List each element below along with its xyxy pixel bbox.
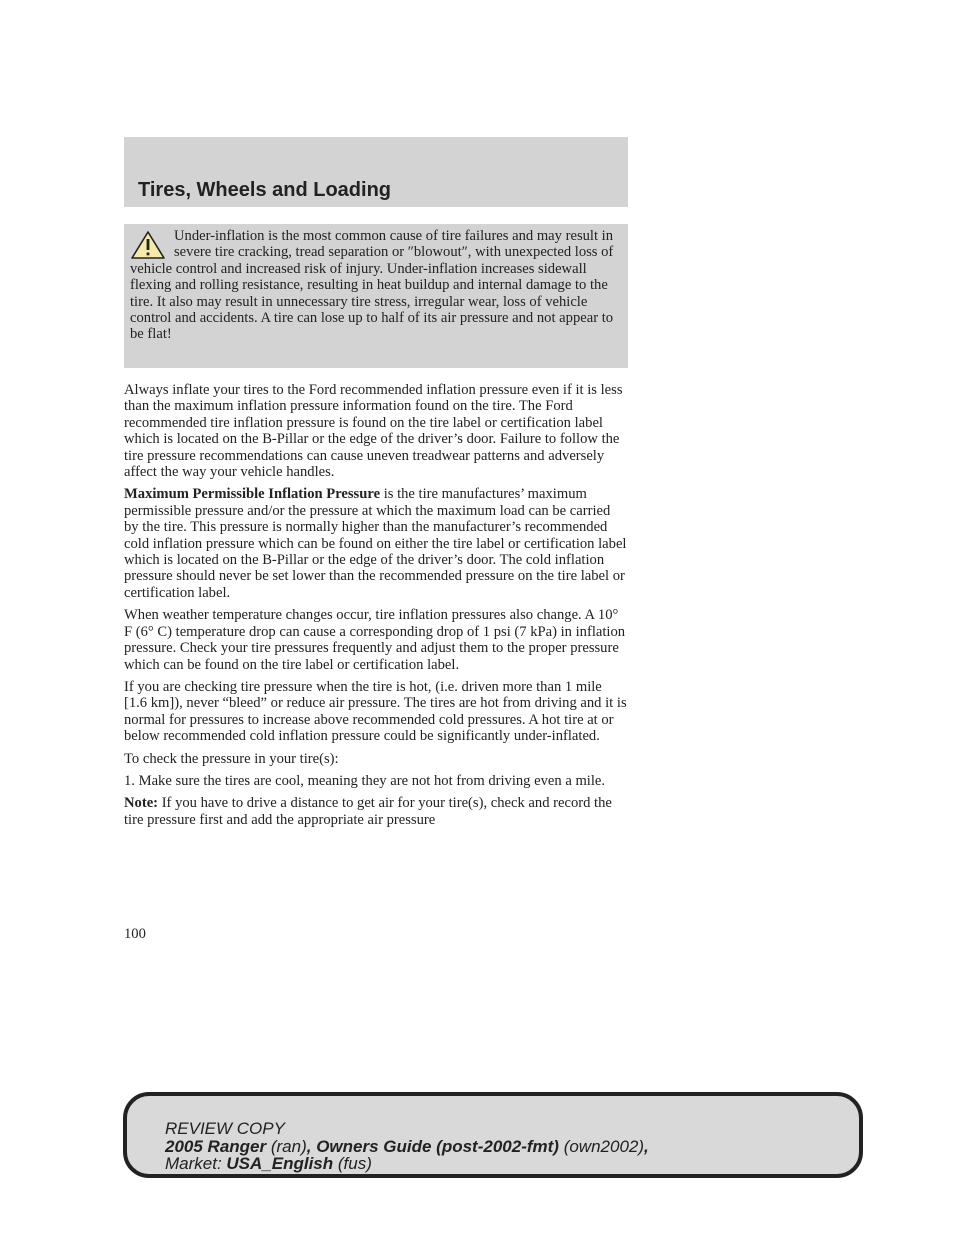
footer-product-line	[165, 1138, 649, 1156]
footer-model: 2005 Ranger	[165, 1136, 267, 1156]
paragraph-hot-tire: If you are checking tire pressure when the tire is hot, (i.e. driven more than 1 mile [1.6 km]), never “bleed” or reduce air pressure. The tires are hot from driving and it is normal for pressures to increase above recommended cold pressures. A hot tire at or below recommended cold inflation pressure could be significantly under-inflated.	[124, 678, 627, 745]
footer-market-code: (fus)	[333, 1154, 372, 1173]
footer-market-line	[165, 1155, 649, 1173]
body-text	[124, 382, 628, 834]
footer-sep-1: ,	[306, 1136, 317, 1156]
page-number: 100	[124, 926, 146, 942]
footer-sep-2: ,	[644, 1136, 649, 1156]
footer-model-code: (ran)	[266, 1136, 307, 1156]
paragraph-note	[124, 795, 628, 828]
step-1: 1. Make sure the tires are cool, meaning they are not hot from driving even a mile.	[124, 772, 606, 789]
footer-review-copy: REVIEW COPY	[165, 1119, 285, 1138]
section-title: Tires, Wheels and Loading	[138, 179, 392, 201]
footer-lines	[165, 1120, 649, 1173]
footer-market-label: Market:	[165, 1154, 227, 1173]
term-max-pressure: Maximum Permissible Inflation Pressure	[124, 486, 381, 503]
note-text: If you have to drive a distance to get air for your tire(s), check and record the tire pressure first and add the appropriate air pressure	[124, 795, 612, 828]
paragraph-temperature: When weather temperature changes occur, tire inflation pressures also change. A 10° F (6° C) temperature drop can cause a corresponding drop of 1 psi (7 kPa) in inflation pressure. Check your tire pressures frequently and adjust them to the proper pressure which can be found on the tire label or certification label.	[124, 607, 626, 673]
paragraph-inflation: Always inflate your tires to the Ford recommended inflation pressure even if it is less than the maximum inflation pressure information found on the tire. The Ford recommended tire inflation pressure is found on the tire label or certification label which is located on the B-Pillar or the edge of the driver’s door. Failure to follow the tire pressure recommendations can cause uneven treadwear patterns and adversely affect the way your vehicle handles.	[124, 382, 623, 481]
paragraph-max-pressure-text: is the tire manufactures’ maximum permissible pressure and/or the pressure at which the maximum load can be carried by the tire. This pressure is normally higher than the manufacturer’s recommended cold inflation pressure which can be found on either the tire label or certification label which is located on the B-Pillar or the edge of the driver’s door. The cold inflation pressure should never be set lower than the recommended pressure on the tire label or certification label.	[124, 486, 627, 601]
paragraph-max-pressure	[124, 486, 628, 601]
footer-guide-code: (own2002)	[558, 1136, 645, 1156]
warning-triangle-icon	[130, 230, 166, 260]
warning-box	[124, 224, 628, 368]
footer-market: USA_English	[226, 1154, 334, 1173]
paragraph-check-intro: To check the pressure in your tire(s):	[124, 750, 339, 767]
footer-guide: Owners Guide (post-2002-fmt)	[316, 1136, 559, 1156]
warning-text: Under-inflation is the most common cause of tire failures and may result in severe tire cracking, tread separation or ″blowout″, with unexpected loss of vehicle control and increased risk of injury. Under-inflation increases sidewall flexing and rolling resistance, resulting in heat buildup and internal damage to the tire. It also may result in unnecessary tire stress, irregular wear, loss of vehicle control and accidents. A tire can lose up to half of its air pressure and not appear to be flat!	[130, 228, 614, 343]
section-header	[124, 137, 628, 207]
footer-box	[123, 1092, 863, 1178]
note-label: Note:	[124, 795, 159, 812]
